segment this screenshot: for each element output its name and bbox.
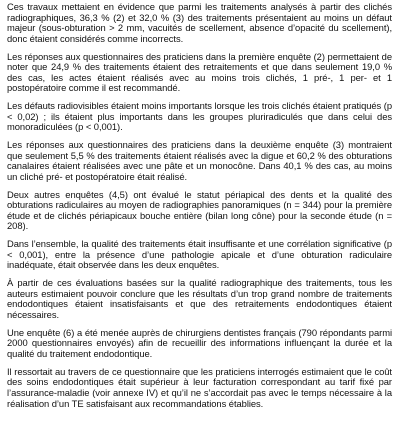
paragraph-text: Une enquête (6) a été menée auprès de chirurgiens dentistes français (790 répondants parmi 2000 questionnaires envoyés) afin de recueillir des informations influençant la durée et la qualité du traitement endodontique. xyxy=(7,326,392,359)
paragraph-text: Les réponses aux questionnaires des praticiens dans la deuxième enquête (3) montraient que seulement 5,5 % des traitements étaient réalisés avec la digue et 60,2 % des obturations canalaires étaient réalisées avec une pâte et un monocône. Dans 40,1 % des cas, au moins un cliché pré- et postopératoire était réalisé. xyxy=(7,139,392,182)
paragraph-8 xyxy=(7,328,392,360)
paragraph-6 xyxy=(7,239,392,271)
paragraph-7 xyxy=(7,278,392,320)
paragraph-5 xyxy=(7,190,392,232)
paragraph-4 xyxy=(7,140,392,182)
paragraph-text: Deux autres enquêtes (4,5) ont évalué le statut périapical des dents et la qualité des obturations radiculaires au moyen de radiographies panoramiques (n = 344) pour la première étude et de clichés périapicaux bouche entière (bilan long cône) pour la seconde étude (n = 208). xyxy=(7,188,392,232)
paragraph-text: Les réponses aux questionnaires des praticiens dans la première enquête (2) permettaient de noter que 24,9 % des traitements étaient des retraitements et que dans seulement 19,0 % des cas, les actes étaient réalisés avec au moins trois clichés, 1 pré-, 1 per- et 1 postopératoire comme il est recommandé. xyxy=(7,50,392,94)
paragraph-1 xyxy=(7,2,392,44)
paragraph-2 xyxy=(7,52,392,94)
paragraph-text: Dans l’ensemble, la qualité des traitements était insuffisante et une corrélation significative (p < 0,001), entre la présence d’une pathologie apicale et d’une obturation radiculaire inadéquate, était observée dans les deux enquêtes. xyxy=(7,238,392,271)
paragraph-text: Ces travaux mettaient en évidence que parmi les traitements analysés à partir des clichés radiographiques, 36,3 % (2) et 32,0 % (3) des traitements présentaient au moins un défaut majeur (sous-obturation > 2 mm, vacuités de scellement, absence d’opacité du scellement), donc étaient considérés comme incorrects. xyxy=(7,1,392,44)
paragraph-text: Les défauts radiovisibles étaient moins importants lorsque les trois clichés étaient pratiqués (p < 0,02) ; ils étaient plus importants dans les groupes pluriradiculés que dans celui des monoradiculées (p < 0,001). xyxy=(7,100,392,133)
paragraph-text: Il ressortait au travers de ce questionnaire que les praticiens interrogés estimaient que le coût des soins endodontiques était supérieur à leur facturation correspondant au tarif fixé par l’assurance-maladie (voir annexe IV) et qu’il ne s’accordait pas avec le temps nécessaire à la réalisation d’un TE satisfaisant aux recommandations établies. xyxy=(7,365,392,409)
paragraph-9 xyxy=(7,367,392,409)
document-body xyxy=(7,2,392,409)
paragraph-3 xyxy=(7,101,392,133)
paragraph-text: À partir de ces évaluations basées sur la qualité radiographique des traitements, tous les auteurs estimaient pouvoir conclure que les résultats d’un trop grand nombre de traitements endodontiques étaient insatisfaisants et que des retraitements endodontiques étaient nécessaires. xyxy=(7,277,392,320)
